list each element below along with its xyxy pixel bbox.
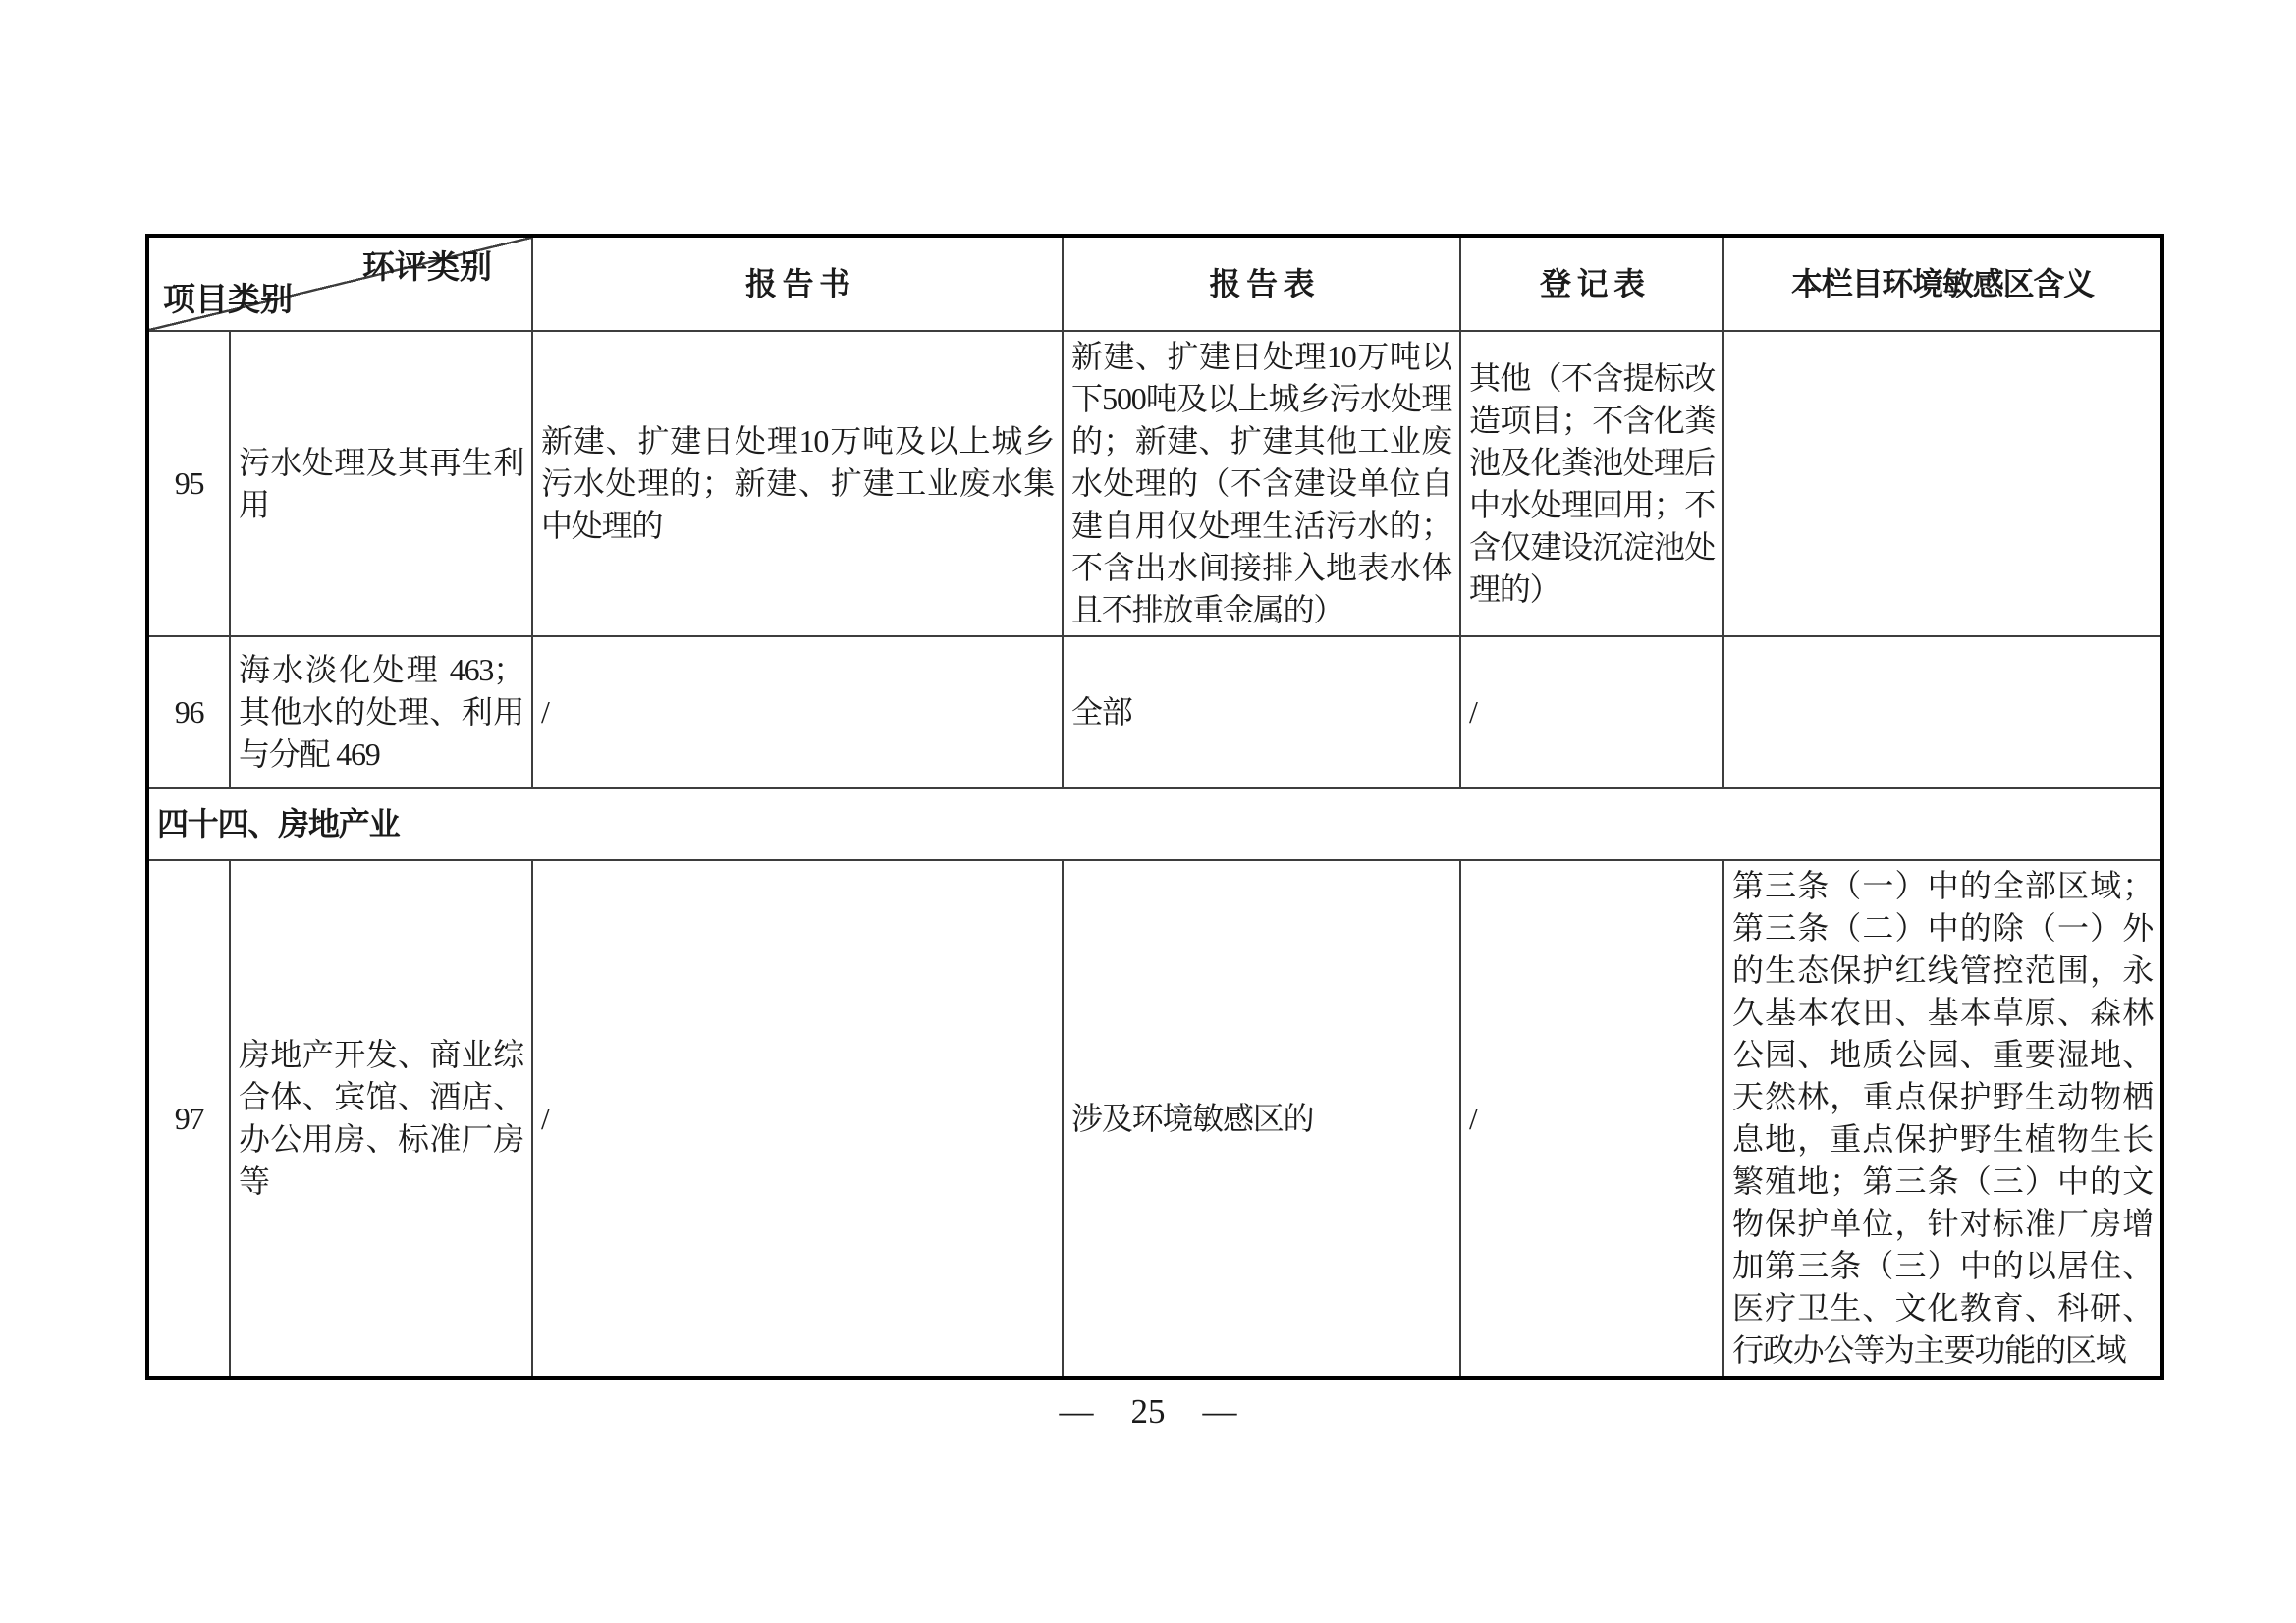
section-header-row xyxy=(147,788,2162,860)
row-97-report-book: / xyxy=(532,860,1063,1378)
row-96-registration-form: / xyxy=(1460,636,1723,788)
row-95-sensitive-meaning xyxy=(1723,331,2162,636)
row-95-registration-form: 其他（不含提标改造项目；不含化粪池及化粪池处理后中水处理回用；不含仅建设沉淀池处理的） xyxy=(1460,331,1723,636)
row-95-number: 95 xyxy=(147,331,230,636)
row-95-report-form: 新建、扩建日处理10万吨以下500吨及以上城乡污水处理的；新建、扩建其他工业废水处理的（不含建设单位自建自用仅处理生活污水的；不含出水间接排入地表水体且不排放重金属的） xyxy=(1063,331,1460,636)
row-95-report-book: 新建、扩建日处理10万吨及以上城乡污水处理的；新建、扩建工业废水集中处理的 xyxy=(532,331,1063,636)
row-96-category: 海水淡化处理 463；其他水的处理、利用与分配 469 xyxy=(230,636,532,788)
row-96-sensitive-meaning xyxy=(1723,636,2162,788)
row-97-category: 房地产开发、商业综合体、宾馆、酒店、办公用房、标准厂房等 xyxy=(230,860,532,1378)
row-97-registration-form: / xyxy=(1460,860,1723,1378)
table-row-97 xyxy=(147,860,2162,1378)
column-header-report-form: 报 告 表 xyxy=(1063,236,1460,331)
diagonal-header-eia-category: 环评类别 xyxy=(362,250,492,286)
page-footer xyxy=(0,1392,2296,1432)
row-95-category: 污水处理及其再生利用 xyxy=(230,331,532,636)
footer-left-dash: — xyxy=(1059,1392,1094,1431)
row-96-report-form: 全部 xyxy=(1063,636,1460,788)
eia-classification-table xyxy=(145,234,2164,1380)
table-row-96 xyxy=(147,636,2162,788)
column-header-report-book: 报 告 书 xyxy=(532,236,1063,331)
diagonal-header-project-category: 项目类别 xyxy=(163,283,293,318)
row-97-sensitive-meaning: 第三条（一）中的全部区域；第三条（二）中的除（一）外的生态保护红线管控范围，永久基本农田、基本草原、森林公园、地质公园、重要湿地、天然林，重点保护野生动物栖息地，重点保护野生植物生长繁殖地；第三条（三）中的文物保护单位，针对标准厂房增加第三条（三）中的以居住、医疗卫生、文化教育、科研、行政办公等为主要功能的区域 xyxy=(1723,860,2162,1378)
row-96-report-book: / xyxy=(532,636,1063,788)
footer-right-dash: — xyxy=(1202,1392,1237,1431)
column-header-sensitive-zone-meaning: 本栏目环境敏感区含义 xyxy=(1723,236,2162,331)
row-96-number: 96 xyxy=(147,636,230,788)
page-number: 25 xyxy=(1130,1392,1166,1431)
row-97-number: 97 xyxy=(147,860,230,1378)
column-header-registration-form: 登 记 表 xyxy=(1460,236,1723,331)
table-row-95 xyxy=(147,331,2162,636)
header-row xyxy=(147,236,2162,331)
diagonal-header-cell xyxy=(147,236,532,331)
section-title-real-estate: 四十四、房地产业 xyxy=(147,788,2162,860)
row-97-report-form: 涉及环境敏感区的 xyxy=(1063,860,1460,1378)
